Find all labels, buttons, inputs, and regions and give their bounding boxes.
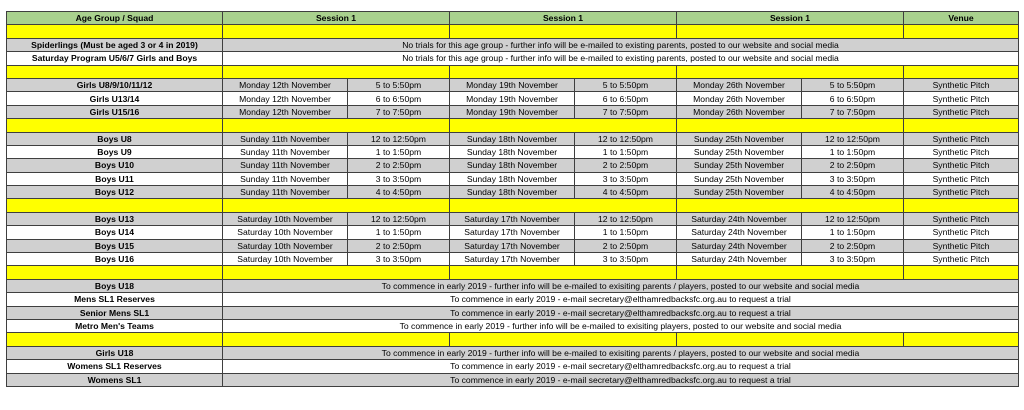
squad-note: To commence in early 2019 - e-mail secretary@elthamredbacksfc.org.au to request a trial (223, 306, 1019, 319)
table-row (7, 306, 1019, 319)
session-time: 3 to 3:50pm (802, 172, 904, 185)
session-time: 2 to 2:50pm (575, 159, 677, 172)
venue: Synthetic Pitch (904, 159, 1019, 172)
separator-cell (677, 25, 904, 38)
separator-cell (450, 199, 677, 212)
table-row (7, 145, 1019, 158)
session-time: 1 to 1:50pm (348, 145, 450, 158)
session-date: Monday 19th November (450, 105, 575, 118)
session-date: Saturday 24th November (677, 212, 802, 225)
session-time: 4 to 4:50pm (802, 186, 904, 199)
separator-row (7, 266, 1019, 279)
session-date: Saturday 10th November (223, 239, 348, 252)
session-time: 4 to 4:50pm (348, 186, 450, 199)
table-row (7, 186, 1019, 199)
session-time: 12 to 12:50pm (348, 132, 450, 145)
table-row (7, 159, 1019, 172)
separator-cell (450, 333, 677, 346)
session-time: 3 to 3:50pm (802, 253, 904, 266)
squad-note: To commence in early 2019 - further info will be e-mailed to exisiting parents / players, posted to our website and social media (223, 279, 1019, 292)
separator-cell (223, 333, 450, 346)
session-time: 1 to 1:50pm (802, 145, 904, 158)
session-date: Sunday 25th November (677, 186, 802, 199)
session-date: Sunday 18th November (450, 172, 575, 185)
session-date: Monday 12th November (223, 78, 348, 91)
table-row (7, 52, 1019, 65)
session-time: 3 to 3:50pm (575, 172, 677, 185)
table-row (7, 253, 1019, 266)
trial-schedule-table (6, 11, 1019, 387)
session-date: Monday 26th November (677, 92, 802, 105)
separator-cell (904, 199, 1019, 212)
separator-cell (904, 25, 1019, 38)
table-row (7, 239, 1019, 252)
squad-note: No trials for this age group - further info will be e-mailed to existing parents, posted to our website and social media (223, 52, 1019, 65)
header-session: Session 1 (223, 12, 450, 25)
separator-cell (677, 119, 904, 132)
squad-name: Girls U13/14 (7, 92, 223, 105)
squad-name: Boys U9 (7, 145, 223, 158)
squad-name: Mens SL1 Reserves (7, 293, 223, 306)
session-date: Sunday 11th November (223, 186, 348, 199)
session-time: 1 to 1:50pm (348, 226, 450, 239)
session-date: Sunday 11th November (223, 145, 348, 158)
session-date: Saturday 17th November (450, 239, 575, 252)
session-time: 2 to 2:50pm (348, 239, 450, 252)
venue: Synthetic Pitch (904, 186, 1019, 199)
separator-cell (904, 119, 1019, 132)
session-date: Sunday 18th November (450, 159, 575, 172)
separator-cell (7, 65, 223, 78)
session-time: 12 to 12:50pm (575, 212, 677, 225)
separator-cell (223, 25, 450, 38)
session-date: Monday 26th November (677, 105, 802, 118)
separator-cell (7, 266, 223, 279)
squad-name: Girls U18 (7, 346, 223, 359)
squad-note: To commence in early 2019 - e-mail secretary@elthamredbacksfc.org.au to request a trial (223, 293, 1019, 306)
session-time: 12 to 12:50pm (348, 212, 450, 225)
separator-cell (7, 25, 223, 38)
separator-cell (677, 65, 904, 78)
session-date: Saturday 10th November (223, 212, 348, 225)
separator-row (7, 199, 1019, 212)
separator-cell (450, 119, 677, 132)
session-time: 2 to 2:50pm (575, 239, 677, 252)
table-row (7, 226, 1019, 239)
session-date: Saturday 24th November (677, 253, 802, 266)
separator-cell (223, 65, 450, 78)
squad-name: Boys U11 (7, 172, 223, 185)
squad-name: Boys U8 (7, 132, 223, 145)
session-date: Sunday 25th November (677, 132, 802, 145)
separator-row (7, 119, 1019, 132)
separator-cell (223, 119, 450, 132)
session-date: Sunday 25th November (677, 145, 802, 158)
separator-cell (223, 199, 450, 212)
session-time: 5 to 5:50pm (802, 78, 904, 91)
session-date: Saturday 10th November (223, 226, 348, 239)
session-date: Saturday 17th November (450, 253, 575, 266)
session-time: 7 to 7:50pm (802, 105, 904, 118)
session-time: 6 to 6:50pm (348, 92, 450, 105)
table-row (7, 132, 1019, 145)
separator-cell (904, 266, 1019, 279)
session-time: 7 to 7:50pm (575, 105, 677, 118)
session-time: 3 to 3:50pm (348, 172, 450, 185)
venue: Synthetic Pitch (904, 78, 1019, 91)
table-row (7, 293, 1019, 306)
squad-note: To commence in early 2019 - e-mail secretary@elthamredbacksfc.org.au to request a trial (223, 373, 1019, 386)
separator-cell (450, 65, 677, 78)
header-row (7, 12, 1019, 25)
squad-note: To commence in early 2019 - e-mail secretary@elthamredbacksfc.org.au to request a trial (223, 360, 1019, 373)
session-time: 2 to 2:50pm (348, 159, 450, 172)
separator-cell (677, 266, 904, 279)
session-time: 4 to 4:50pm (575, 186, 677, 199)
table-row (7, 78, 1019, 91)
session-date: Sunday 18th November (450, 186, 575, 199)
venue: Synthetic Pitch (904, 239, 1019, 252)
table-row (7, 38, 1019, 51)
venue: Synthetic Pitch (904, 226, 1019, 239)
session-date: Saturday 24th November (677, 226, 802, 239)
header-age-group: Age Group / Squad (7, 12, 223, 25)
separator-row (7, 333, 1019, 346)
table-row (7, 346, 1019, 359)
separator-cell (450, 25, 677, 38)
squad-name: Womens SL1 (7, 373, 223, 386)
session-date: Monday 12th November (223, 92, 348, 105)
session-time: 1 to 1:50pm (575, 226, 677, 239)
squad-name: Spiderlings (Must be aged 3 or 4 in 2019) (7, 38, 223, 51)
session-time: 3 to 3:50pm (575, 253, 677, 266)
separator-row (7, 65, 1019, 78)
venue: Synthetic Pitch (904, 132, 1019, 145)
separator-cell (677, 333, 904, 346)
session-time: 2 to 2:50pm (802, 239, 904, 252)
session-time: 12 to 12:50pm (802, 132, 904, 145)
session-date: Saturday 17th November (450, 212, 575, 225)
venue: Synthetic Pitch (904, 105, 1019, 118)
session-time: 6 to 6:50pm (575, 92, 677, 105)
squad-name: Womens SL1 Reserves (7, 360, 223, 373)
session-date: Sunday 18th November (450, 145, 575, 158)
squad-name: Boys U18 (7, 279, 223, 292)
session-time: 2 to 2:50pm (802, 159, 904, 172)
session-date: Sunday 11th November (223, 172, 348, 185)
separator-cell (223, 266, 450, 279)
venue: Synthetic Pitch (904, 92, 1019, 105)
session-date: Monday 19th November (450, 92, 575, 105)
separator-cell (677, 199, 904, 212)
squad-name: Boys U14 (7, 226, 223, 239)
session-date: Monday 26th November (677, 78, 802, 91)
session-date: Sunday 11th November (223, 132, 348, 145)
squad-name: Saturday Program U5/6/7 Girls and Boys (7, 52, 223, 65)
venue: Synthetic Pitch (904, 253, 1019, 266)
squad-name: Boys U15 (7, 239, 223, 252)
table-row (7, 319, 1019, 332)
session-time: 1 to 1:50pm (802, 226, 904, 239)
header-session: Session 1 (677, 12, 904, 25)
session-time: 3 to 3:50pm (348, 253, 450, 266)
venue: Synthetic Pitch (904, 212, 1019, 225)
squad-note: No trials for this age group - further info will be e-mailed to existing parents, posted to our website and social media (223, 38, 1019, 51)
session-time: 12 to 12:50pm (575, 132, 677, 145)
header-session: Session 1 (450, 12, 677, 25)
table-row (7, 360, 1019, 373)
table-row (7, 105, 1019, 118)
venue: Synthetic Pitch (904, 172, 1019, 185)
table-row (7, 172, 1019, 185)
squad-name: Boys U13 (7, 212, 223, 225)
session-date: Sunday 18th November (450, 132, 575, 145)
header-venue: Venue (904, 12, 1019, 25)
session-time: 6 to 6:50pm (802, 92, 904, 105)
squad-name: Senior Mens SL1 (7, 306, 223, 319)
separator-cell (904, 333, 1019, 346)
squad-name: Boys U10 (7, 159, 223, 172)
table-row (7, 92, 1019, 105)
separator-row (7, 25, 1019, 38)
squad-name: Metro Men's Teams (7, 319, 223, 332)
session-time: 7 to 7:50pm (348, 105, 450, 118)
session-date: Sunday 25th November (677, 172, 802, 185)
table-row (7, 373, 1019, 386)
squad-name: Girls U15/16 (7, 105, 223, 118)
table-row (7, 212, 1019, 225)
squad-name: Boys U12 (7, 186, 223, 199)
session-date: Sunday 25th November (677, 159, 802, 172)
session-date: Monday 19th November (450, 78, 575, 91)
separator-cell (7, 199, 223, 212)
session-date: Monday 12th November (223, 105, 348, 118)
session-date: Saturday 17th November (450, 226, 575, 239)
separator-cell (904, 65, 1019, 78)
squad-note: To commence in early 2019 - further info will be e-mailed to exisiting players, posted to our website and social media (223, 319, 1019, 332)
session-date: Sunday 11th November (223, 159, 348, 172)
session-time: 5 to 5:50pm (348, 78, 450, 91)
table-row (7, 279, 1019, 292)
venue: Synthetic Pitch (904, 145, 1019, 158)
session-date: Saturday 24th November (677, 239, 802, 252)
session-time: 1 to 1:50pm (575, 145, 677, 158)
session-time: 5 to 5:50pm (575, 78, 677, 91)
separator-cell (7, 333, 223, 346)
squad-note: To commence in early 2019 - further info will be e-mailed to exisiting parents / players, posted to our website and social media (223, 346, 1019, 359)
squad-name: Boys U16 (7, 253, 223, 266)
separator-cell (450, 266, 677, 279)
session-time: 12 to 12:50pm (802, 212, 904, 225)
squad-name: Girls U8/9/10/11/12 (7, 78, 223, 91)
session-date: Saturday 10th November (223, 253, 348, 266)
separator-cell (7, 119, 223, 132)
